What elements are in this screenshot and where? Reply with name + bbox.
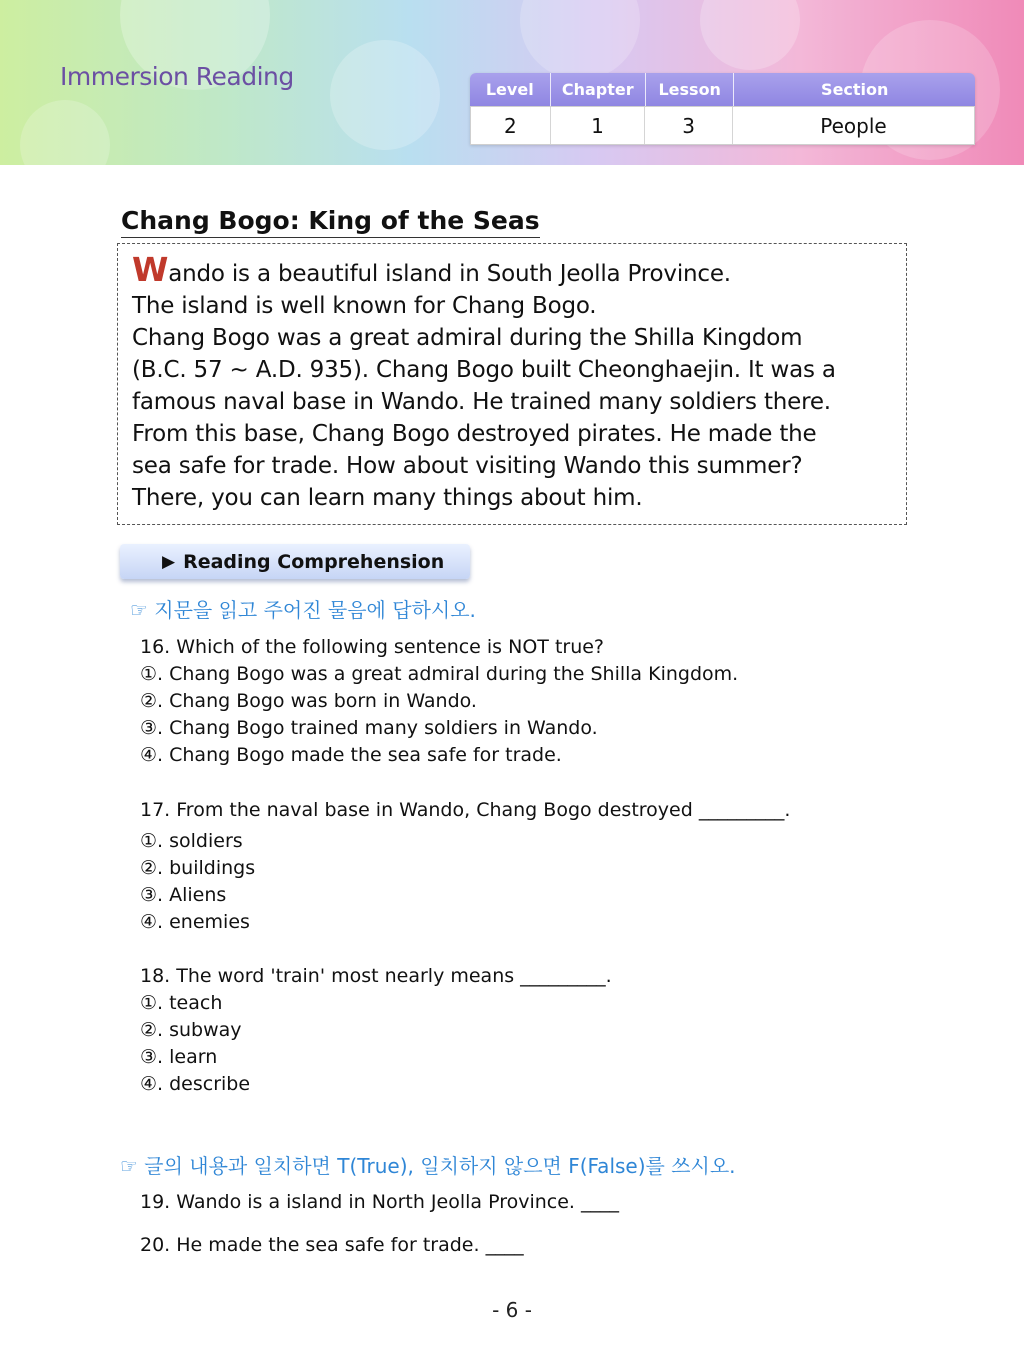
- passage-line: From this base, Chang Bogo destroyed pirates. He made the: [132, 421, 817, 447]
- question-prompt: 17. From the naval base in Wando, Chang Bogo destroyed _________.: [140, 799, 791, 821]
- header-banner: [0, 0, 1024, 165]
- option[interactable]: ②. buildings: [140, 857, 256, 879]
- page-number: - 6 -: [492, 1298, 532, 1322]
- passage-title: Chang Bogo: King of the Seas: [121, 206, 540, 238]
- option[interactable]: ②. subway: [140, 1019, 242, 1041]
- question-19: [140, 1189, 619, 1216]
- question-18: [140, 963, 612, 1098]
- header-level: Level: [470, 73, 551, 106]
- reading-comprehension-tab[interactable]: [120, 544, 470, 579]
- value-chapter: 1: [551, 107, 646, 144]
- question-17: [140, 797, 790, 936]
- passage-line: Chang Bogo was a great admiral during the Shilla Kingdom: [132, 325, 803, 351]
- decor-bubble: [330, 40, 440, 150]
- info-table-header: [470, 73, 975, 106]
- header-lesson: Lesson: [646, 73, 734, 106]
- question-prompt: 16. Which of the following sentence is NOT true?: [140, 636, 605, 658]
- tf-question: 19. Wando is a island in North Jeolla Province. ____: [140, 1191, 619, 1213]
- drop-cap: W: [132, 250, 169, 289]
- passage-line: sea safe for trade. How about visiting Wando this summer?: [132, 453, 803, 479]
- value-lesson: 3: [645, 107, 733, 144]
- option[interactable]: ③. Aliens: [140, 884, 227, 906]
- decor-bubble: [520, 0, 640, 80]
- option[interactable]: ④. enemies: [140, 911, 250, 933]
- reading-passage: [117, 243, 907, 525]
- info-table-values: [470, 106, 975, 145]
- option[interactable]: ①. soldiers: [140, 830, 243, 852]
- decor-bubble: [20, 100, 110, 165]
- passage-line: The island is well known for Chang Bogo.: [132, 293, 597, 319]
- option[interactable]: ④. describe: [140, 1073, 251, 1095]
- option[interactable]: ③. Chang Bogo trained many soldiers in Wando.: [140, 717, 598, 739]
- header-chapter: Chapter: [551, 73, 646, 106]
- decor-bubble: [700, 0, 800, 70]
- header-section: Section: [821, 80, 889, 99]
- value-level: 2: [471, 107, 551, 144]
- value-section: People: [820, 113, 887, 138]
- passage-line: [132, 250, 906, 290]
- passage-line: There, you can learn many things about him.: [132, 485, 643, 511]
- play-arrow-icon: ▶: [162, 551, 176, 572]
- reading-comprehension-label: Reading Comprehension: [183, 550, 445, 573]
- option[interactable]: ①. teach: [140, 992, 223, 1014]
- question-20: [140, 1232, 524, 1259]
- question-16: [140, 634, 738, 769]
- option[interactable]: ③. learn: [140, 1046, 218, 1068]
- instruction-read-answer: ☞ 지문을 읽고 주어진 물음에 답하시오.: [130, 598, 476, 622]
- lesson-info-table: [470, 73, 975, 145]
- option[interactable]: ②. Chang Bogo was born in Wando.: [140, 690, 477, 712]
- passage-first-line: ando is a beautiful island in South Jeolla Province.: [168, 261, 731, 287]
- passage-line: famous naval base in Wando. He trained many soldiers there.: [132, 389, 831, 415]
- option[interactable]: ④. Chang Bogo made the sea safe for trade.: [140, 744, 562, 766]
- brand-title: Immersion Reading: [60, 62, 294, 91]
- passage-line: (B.C. 57 ~ A.D. 935). Chang Bogo built Cheonghaejin. It was a: [132, 357, 836, 383]
- option[interactable]: ①. Chang Bogo was a great admiral during the Shilla Kingdom.: [140, 663, 739, 685]
- tf-question: 20. He made the sea safe for trade. ____: [140, 1234, 524, 1256]
- question-prompt: 18. The word 'train' most nearly means _________.: [140, 965, 612, 987]
- instruction-true-false: ☞ 글의 내용과 일치하면 T(True), 일치하지 않으면 F(False)를 쓰시오.: [120, 1154, 736, 1178]
